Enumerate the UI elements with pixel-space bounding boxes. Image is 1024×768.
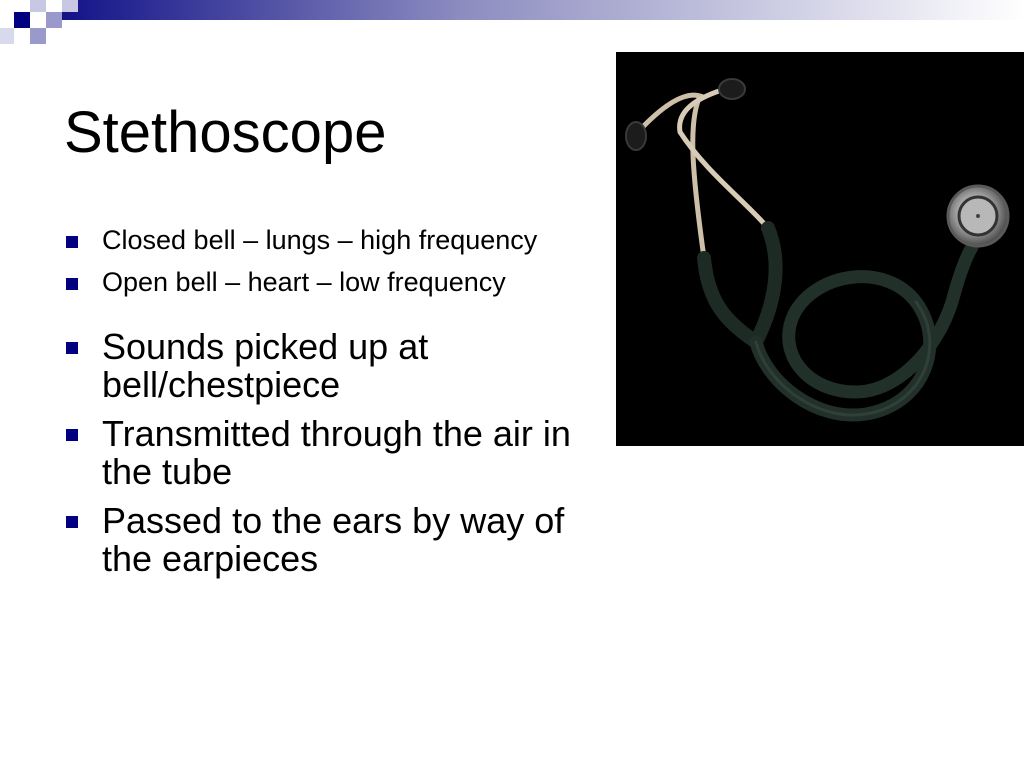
bullet-square-icon xyxy=(66,429,78,441)
header-square-pale xyxy=(62,0,78,12)
bullet-square-icon xyxy=(66,236,78,248)
header-square-pale xyxy=(0,28,14,44)
slide-title: Stethoscope xyxy=(64,100,387,165)
bullet-square-icon xyxy=(66,342,78,354)
bullet-square-icon xyxy=(66,516,78,528)
bullet-item xyxy=(64,502,624,578)
stethoscope-tube-left xyxy=(704,258,756,342)
earpiece-icon xyxy=(719,79,745,99)
bullet-item xyxy=(64,224,624,256)
bullet-text: Closed bell – lungs – high frequency xyxy=(102,225,538,255)
bullet-square-icon xyxy=(66,278,78,290)
stethoscope-image xyxy=(616,52,1024,446)
header-square-dark xyxy=(14,12,30,28)
bullet-item xyxy=(64,328,624,404)
bullet-text: Sounds picked up at bell/chestpiece xyxy=(102,326,429,405)
header-decoration xyxy=(0,0,1024,48)
earpiece-icon xyxy=(626,122,646,150)
bullet-item xyxy=(64,415,624,491)
header-square-light xyxy=(30,28,46,44)
bullet-text: Passed to the ears by way of the earpieces xyxy=(102,500,565,579)
header-square-light xyxy=(46,12,62,28)
bullet-text: Open bell – heart – low frequency xyxy=(102,267,506,297)
stethoscope-binaural-left xyxy=(638,95,704,258)
bullet-list xyxy=(64,224,624,589)
stethoscope-tube-right xyxy=(756,228,776,342)
bullet-item xyxy=(64,266,624,298)
header-square-pale xyxy=(30,0,46,12)
bullet-text: Transmitted through the air in the tube xyxy=(102,413,571,492)
